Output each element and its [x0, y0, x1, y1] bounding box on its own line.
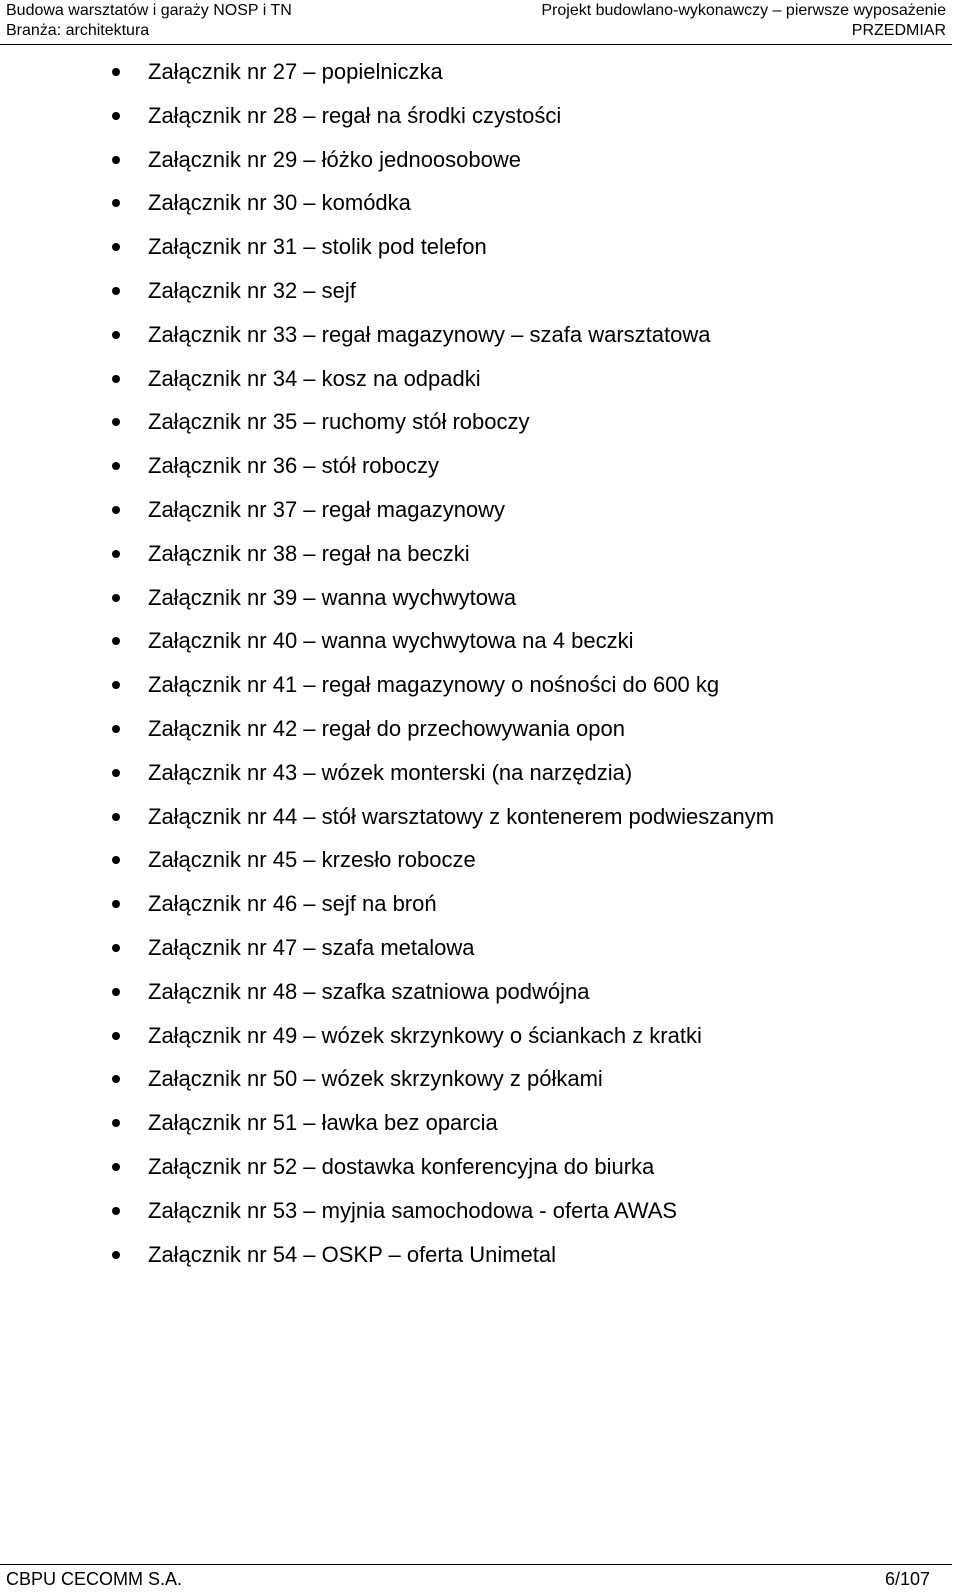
- list-item-text: Załącznik nr 34 – kosz na odpadki: [148, 365, 481, 391]
- bullet-icon: [112, 1163, 120, 1171]
- bullet-icon: [112, 199, 120, 207]
- bullet-icon: [112, 462, 120, 470]
- list-item: [0, 838, 774, 882]
- list-item: [0, 50, 774, 94]
- list-item: [0, 400, 774, 444]
- bullet-icon: [112, 594, 120, 602]
- bullet-icon: [112, 1032, 120, 1040]
- list-item-text: Załącznik nr 44 – stół warsztatowy z kontenerem podwieszanym: [148, 803, 775, 829]
- header-branch: Branża: architektura: [6, 22, 150, 39]
- bullet-icon: [112, 637, 120, 645]
- list-item: [0, 1189, 774, 1233]
- list-item: [0, 138, 774, 182]
- page-footer: [0, 1564, 952, 1593]
- list-item-text: Załącznik nr 36 – stół roboczy: [148, 453, 440, 479]
- bullet-icon: [112, 1119, 120, 1127]
- list-item-text: Załącznik nr 32 – sejf: [148, 277, 356, 303]
- list-item-text: Załącznik nr 53 – myjnia samochodowa - oferta AWAS: [148, 1197, 678, 1223]
- list-item: [0, 313, 774, 357]
- header-project-title: Budowa warsztatów i garaży NOSP i TN: [6, 2, 292, 19]
- list-item: [0, 707, 774, 751]
- bullet-icon: [112, 813, 120, 821]
- list-item: [0, 1057, 774, 1101]
- list-item-text: Załącznik nr 38 – regał na beczki: [148, 540, 470, 566]
- list-item-text: Załącznik nr 29 – łóżko jednoosobowe: [148, 146, 522, 172]
- bullet-icon: [112, 243, 120, 251]
- bullet-icon: [112, 375, 120, 383]
- list-item: [0, 926, 774, 970]
- page-header: [0, 0, 952, 45]
- list-item: [0, 181, 774, 225]
- list-item: [0, 663, 774, 707]
- list-item: [0, 1101, 774, 1145]
- list-item: [0, 1233, 774, 1277]
- list-item: [0, 882, 774, 926]
- bullet-icon: [112, 769, 120, 777]
- list-item-text: Załącznik nr 42 – regał do przechowywania opon: [148, 715, 625, 741]
- footer-company: CBPU CECOMM S.A.: [6, 1569, 183, 1589]
- bullet-icon: [112, 900, 120, 908]
- list-item-text: Załącznik nr 39 – wanna wychwytowa: [148, 584, 517, 610]
- list-item: [0, 1014, 774, 1058]
- list-item-text: Załącznik nr 47 – szafa metalowa: [148, 934, 475, 960]
- bullet-icon: [112, 1207, 120, 1215]
- list-item: [0, 488, 774, 532]
- list-item-text: Załącznik nr 51 – ławka bez oparcia: [148, 1110, 498, 1136]
- bullet-icon: [112, 112, 120, 120]
- list-item-text: Załącznik nr 54 – OSKP – oferta Unimetal: [148, 1241, 557, 1267]
- list-item: [0, 619, 774, 663]
- bullet-icon: [112, 287, 120, 295]
- list-item-text: Załącznik nr 49 – wózek skrzynkowy o ściankach z kratki: [148, 1022, 702, 1048]
- list-item: [0, 357, 774, 401]
- bullet-icon: [112, 681, 120, 689]
- list-item-text: Załącznik nr 43 – wózek monterski (na narzędzia): [148, 759, 633, 785]
- list-item: [0, 269, 774, 313]
- list-item: [0, 1145, 774, 1189]
- bullet-icon: [112, 856, 120, 864]
- bullet-icon: [112, 944, 120, 952]
- footer-page-number: 6/107: [884, 1569, 930, 1589]
- list-item: [0, 94, 774, 138]
- list-item-text: Załącznik nr 46 – sejf na broń: [148, 891, 437, 917]
- bullet-icon: [112, 68, 120, 76]
- list-item-text: Załącznik nr 27 – popielniczka: [148, 59, 443, 84]
- list-item-text: Załącznik nr 45 – krzesło robocze: [148, 847, 476, 873]
- list-item: [0, 444, 774, 488]
- bullet-icon: [112, 1251, 120, 1259]
- bullet-icon: [112, 418, 120, 426]
- list-item-text: Załącznik nr 31 – stolik pod telefon: [148, 234, 487, 260]
- bullet-icon: [112, 1075, 120, 1083]
- bullet-icon: [112, 725, 120, 733]
- list-item: [0, 532, 774, 576]
- header-left: [6, 1, 292, 41]
- bullet-icon: [112, 988, 120, 996]
- list-item: [0, 970, 774, 1014]
- list-item-text: Załącznik nr 52 – dostawka konferencyjna do biurka: [148, 1153, 655, 1179]
- list-item: [0, 751, 774, 795]
- list-item: [0, 795, 774, 839]
- list-item-text: Załącznik nr 28 – regał na środki czystości: [148, 102, 562, 128]
- list-item-text: Załącznik nr 37 – regał magazynowy: [148, 496, 506, 522]
- list-item-text: Załącznik nr 41 – regał magazynowy o nośności do 600 kg: [148, 672, 720, 698]
- bullet-icon: [112, 331, 120, 339]
- bullet-icon: [112, 550, 120, 558]
- header-section: PRZEDMIAR: [851, 22, 946, 39]
- attachment-list: [0, 50, 774, 1276]
- list-item-text: Załącznik nr 35 – ruchomy stół roboczy: [148, 409, 530, 435]
- header-document-type: Projekt budowlano-wykonawczy – pierwsze wyposażenie: [541, 2, 946, 19]
- list-item-text: Załącznik nr 40 – wanna wychwytowa na 4 beczki: [148, 628, 634, 654]
- list-item: [0, 576, 774, 620]
- list-item-text: Załącznik nr 33 – regał magazynowy – szafa warsztatowa: [148, 321, 711, 347]
- list-item-text: Załącznik nr 30 – komódka: [148, 190, 411, 216]
- list-item: [0, 225, 774, 269]
- header-right: [541, 1, 946, 41]
- list-item-text: Załącznik nr 48 – szafka szatniowa podwójna: [148, 978, 590, 1004]
- bullet-icon: [112, 506, 120, 514]
- list-item-text: Załącznik nr 50 – wózek skrzynkowy z półkami: [148, 1066, 603, 1092]
- bullet-icon: [112, 156, 120, 164]
